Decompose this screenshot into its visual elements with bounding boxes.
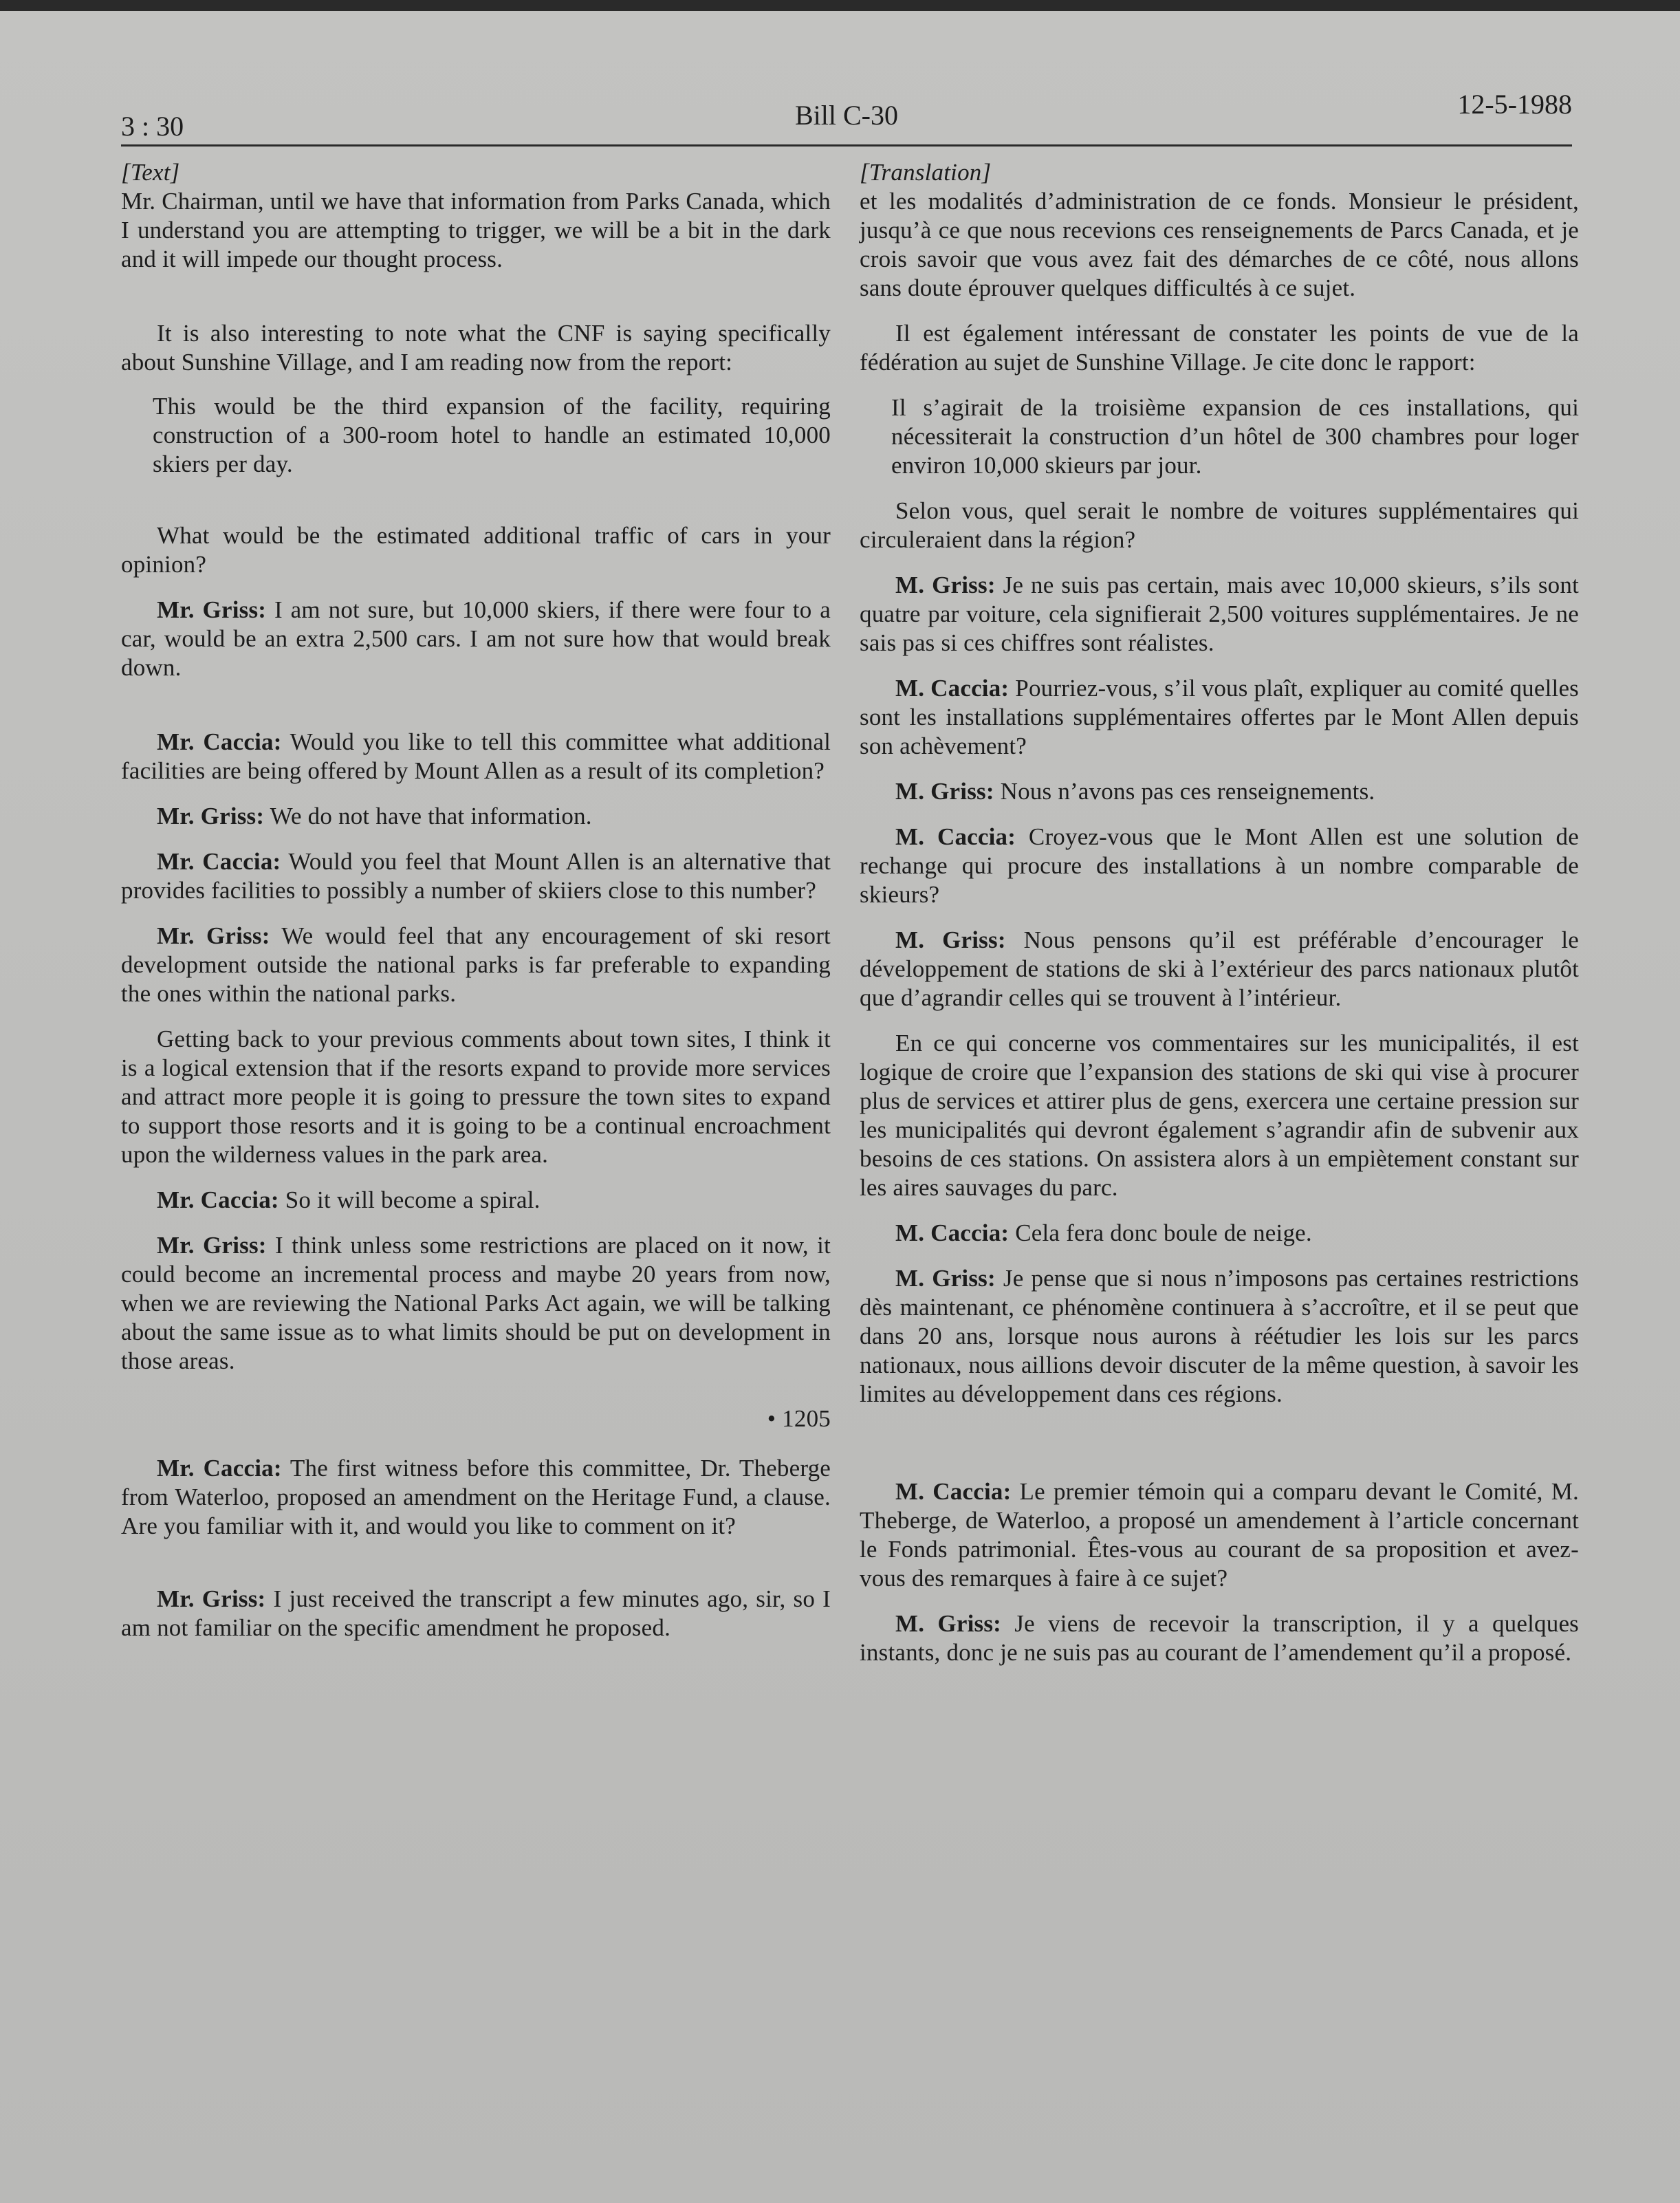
speaker-name: Mr. Caccia: (157, 1186, 279, 1213)
statement (860, 926, 1579, 1012)
speaker-name: Mr. Caccia: (157, 1455, 282, 1482)
statement-text: Je viens de recevoir la transcription, il y a quelques instants, donc je ne suis pas au courant de l’amendement qu’il a proposé. (860, 1610, 1579, 1666)
statement (860, 1264, 1579, 1409)
statement-text: So it will become a spiral. (279, 1186, 541, 1213)
statement-text: Would you feel that Mount Allen is an alternative that provides facilities to possibly a number of skiiers close to this number? (121, 848, 831, 904)
quoted-passage: Il s’agirait de la troisième expansion de ces installations, qui nécessiterait la construction d’un hôtel de 300 chambres pour loger environ 10,000 skieurs par jour. (891, 394, 1579, 479)
speaker-name: M. Caccia: (895, 675, 1010, 702)
speaker-name: M. Griss: (895, 926, 1006, 953)
speaker-name: M. Griss: (895, 572, 996, 598)
statement-text: Je pense que si nous n’imposons pas certaines restrictions dès maintenant, ce phénomène continuera à s’accroître, et il se peut que dans 20 ans, lorsque nous aurons à réétudier les lois sur les parcs nationaux, nous aillions devoir discuter de la même question, à savoir les limites au développement dans ces régions. (860, 1265, 1580, 1407)
paragraph: Getting back to your previous comments about town sites, I think it is a logical extension that if the resorts expand to provide more services and attract more people it is going to pressure the town sites to expand to support those resorts and it is going to be a continual encroachment upon the wilderness values in the park area. (121, 1025, 831, 1168)
paragraph: It is also interesting to note what the CNF is saying specifically about Sunshine Village, and I am reading now from the report: (121, 320, 831, 376)
statement (860, 823, 1579, 909)
speaker-name: Mr. Caccia: (157, 728, 282, 755)
header-date: 12-5-1988 (1457, 89, 1572, 120)
french-column (860, 158, 1579, 1667)
statement (860, 571, 1579, 658)
paragraph: En ce qui concerne vos commentaires sur les municipalités, il est logique de croire que l’expansion des stations de ski qui vise à procurer plus de services et attirer plus de gens, exercera une certaine pression sur les municipalités qui devront également s’agrandir afin de subvenir aux besoins de ces stations. On assistera alors à un empiètement constant sur les aires sauvages du parc. (860, 1030, 1579, 1201)
speaker-name: M. Caccia: (895, 1478, 1012, 1505)
statement-text: Would you like to tell this committee what additional facilities are being offered by Mount Allen as a result of its completion? (121, 728, 831, 784)
statement (121, 802, 831, 831)
paragraph: What would be the estimated additional traffic of cars in your opinion? (121, 522, 831, 578)
statement-text: The first witness before this committee, Dr. Theberge from Waterloo, proposed an amendment on the Heritage Fund, a clause. Are you familiar with it, and would you like to comment on it? (121, 1455, 831, 1539)
statement-text: We do not have that information. (264, 803, 592, 829)
speaker-name: Mr. Griss: (157, 1585, 266, 1612)
speaker-name: Mr. Caccia: (157, 848, 281, 875)
page-header (121, 83, 1572, 149)
speaker-name: M. Caccia: (895, 1219, 1010, 1246)
paragraph: Mr. Chairman, until we have that information from Parks Canada, which I understand you are attempting to trigger, we will be a bit in the dark and it will impede our thought process. (121, 188, 831, 272)
statement (121, 596, 831, 682)
translation-label: [Translation] (860, 159, 992, 186)
speaker-name: Mr. Griss: (157, 1232, 267, 1259)
statement-text: I am not sure, but 10,000 skiers, if there were four to a car, would be an extra 2,500 cars. I am not sure how that would break down. (121, 596, 831, 681)
page-number: 3 : 30 (121, 111, 184, 142)
scan-top-edge (0, 0, 1680, 11)
statement (860, 1219, 1579, 1248)
statement-text: Pourriez-vous, s’il vous plaît, expliquer au comité quelles sont les installations supplémentaires offertes par le Mont Allen depuis son achèvement? (860, 675, 1580, 759)
statement-text: Je ne suis pas certain, mais avec 10,000 skieurs, s’ils sont quatre par voiture, cela signifierait 2,500 voitures supplémentaires. Je ne sais pas si ces chiffres sont réalistes. (860, 572, 1579, 656)
paragraph: Selon vous, quel serait le nombre de voitures supplémentaires qui circuleraient dans la région? (860, 497, 1579, 553)
speaker-name: Mr. Griss: (157, 922, 270, 949)
statement (860, 1609, 1579, 1667)
quoted-passage: This would be the third expansion of the facility, requiring construction of a 300-room hotel to handle an estimated 10,000 skiers per day. (153, 393, 831, 477)
speaker-name: M. Griss: (895, 778, 994, 805)
paragraph: Il est également intéressant de constater les points de vue de la fédération au sujet de Sunshine Village. Je cite donc le rapport: (860, 320, 1579, 376)
speaker-name: M. Griss: (895, 1610, 1002, 1637)
speaker-name: M. Griss: (895, 1265, 996, 1292)
statement-text: I think unless some restrictions are placed on it now, it could become an incremental process and maybe 20 years from now, when we are reviewing the National Parks Act again, we will be talking about the same issue as to what limits should be put on development in those areas. (121, 1232, 831, 1374)
time-marker: • 1205 (767, 1405, 831, 1432)
statement (860, 674, 1579, 761)
speaker-name: Mr. Griss: (157, 803, 265, 829)
statement (860, 777, 1579, 806)
statement (121, 1585, 831, 1642)
statement (121, 1186, 831, 1215)
statement (121, 1231, 831, 1376)
statement-text: We would feel that any encouragement of ski resort development outside the national parks is far preferable to expanding the ones within the national parks. (121, 922, 831, 1007)
statement-text: Croyez-vous que le Mont Allen est une solution de rechange qui procure des installations à un nombre comparable de skieurs? (860, 823, 1579, 908)
speaker-name: M. Caccia: (895, 823, 1016, 850)
english-column (121, 158, 831, 1642)
header-rule (121, 144, 1572, 146)
speaker-name: Mr. Griss: (157, 596, 267, 623)
statement (860, 1477, 1579, 1593)
statement (121, 1454, 831, 1541)
statement-text: Nous pensons qu’il est préférable d’encourager le développement de stations de ski à l’extérieur des parcs nationaux plutôt que d’agrandir celles qui se trouvent à l’intérieur. (860, 926, 1579, 1011)
statement-text: Nous n’avons pas ces renseignements. (994, 778, 1375, 805)
statement (121, 847, 831, 905)
statement-text: I just received the transcript a few minutes ago, sir, so I am not familiar on the specific amendment he proposed. (121, 1585, 831, 1641)
statement (121, 728, 831, 785)
statement-text: Le premier témoin qui a comparu devant le Comité, M. Theberge, de Waterloo, a proposé un amendement à l’article concernant le Fonds patrimonial. Êtes-vous au courant de sa proposition et avez-vous des remarques à faire à ce sujet? (860, 1478, 1579, 1592)
bill-title: Bill C-30 (794, 100, 899, 131)
statement-text: Cela fera donc boule de neige. (1009, 1219, 1312, 1246)
paragraph: et les modalités d’administration de ce fonds. Monsieur le président, jusqu’à ce que nous recevions ces renseignements de Parcs Canada, et je crois savoir que vous avez fait des démarches de ce côté, nous allons sans doute éprouver quelques difficultés à ce sujet. (860, 188, 1579, 301)
statement (121, 922, 831, 1008)
text-label: [Text] (121, 159, 180, 186)
